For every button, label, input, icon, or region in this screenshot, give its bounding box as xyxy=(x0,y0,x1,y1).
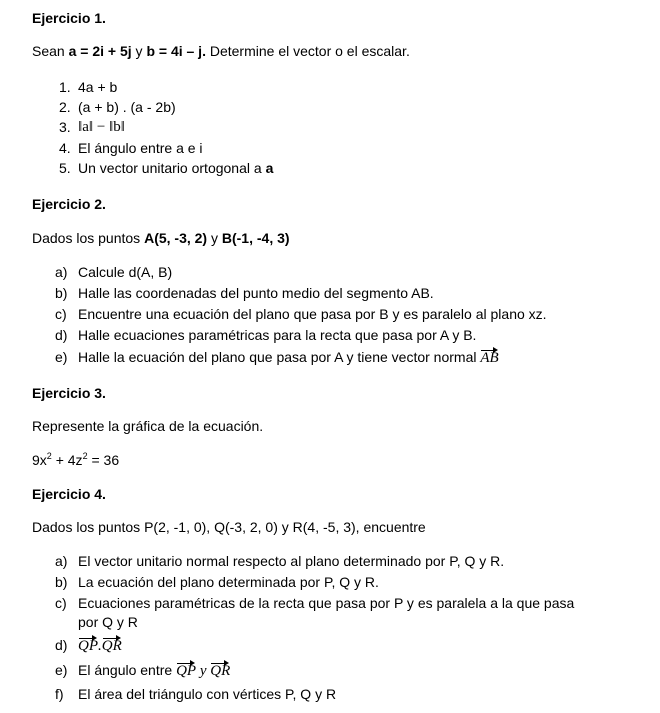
list-item xyxy=(55,284,434,302)
item-number: 1. xyxy=(59,79,71,95)
item-text xyxy=(78,159,273,177)
point-b: B(-1, -4, 3) xyxy=(221,230,290,246)
item-text-part: Un vector unitario ortogonal a xyxy=(78,160,266,176)
item-letter: b) xyxy=(55,574,68,590)
dot-operator: . xyxy=(98,638,102,654)
item-text: 4a + b xyxy=(78,79,118,95)
item-number: 3. xyxy=(59,119,71,135)
vector-qp: QP xyxy=(78,638,98,654)
list-item xyxy=(55,636,122,654)
list-item xyxy=(59,98,176,116)
equation-term: 9x xyxy=(32,452,47,468)
item-letter: c) xyxy=(55,595,67,611)
exercise-3-title: Ejercicio 3. xyxy=(32,385,106,401)
exercise-4-intro: Dados los puntos P(2, -1, 0), Q(-3, 2, 0) y R(4, -5, 3), encuentre xyxy=(32,519,426,535)
ellipse-equation xyxy=(32,451,119,469)
item-text: El área del triángulo con vértices P, Q y R xyxy=(78,686,337,702)
item-number: 4. xyxy=(59,140,71,156)
item-letter: c) xyxy=(55,306,67,322)
item-text-continuation: por Q y R xyxy=(78,614,138,630)
vector-b-definition: b = 4i – j. xyxy=(146,43,206,59)
item-text: Encuentre una ecuación del plano que pasa por B y es paralelo al plano xz. xyxy=(78,306,547,322)
item-letter: d) xyxy=(55,637,68,653)
vector-qp: QP xyxy=(176,663,197,679)
item-letter: e) xyxy=(55,349,68,365)
vector-ab: AB xyxy=(480,350,499,366)
exponent: 2 xyxy=(46,451,52,461)
conjunction: y xyxy=(196,663,211,679)
list-item xyxy=(59,139,203,157)
exercise-2-title: Ejercicio 2. xyxy=(32,196,106,212)
list-item xyxy=(55,661,231,679)
exponent: 2 xyxy=(82,451,88,461)
item-number: 2. xyxy=(59,99,71,115)
list-item xyxy=(59,118,125,136)
intro-text: y xyxy=(131,43,147,59)
list-item xyxy=(55,348,499,366)
intro-text: Sean xyxy=(32,43,69,59)
exercise-3-intro: Represente la gráfica de la ecuación. xyxy=(32,418,264,434)
item-text xyxy=(78,661,230,680)
exercise-1-title: Ejercicio 1. xyxy=(32,10,106,26)
equation-term: + 4z xyxy=(51,452,83,468)
list-item xyxy=(55,573,379,591)
item-letter: a) xyxy=(55,553,68,569)
list-item xyxy=(55,594,575,612)
item-text: Ecuaciones paramétricas de la recta que pasa por P y es paralela a la que pasa xyxy=(78,595,575,611)
dot-product-expression xyxy=(78,636,122,655)
item-text: Calcule d(A, B) xyxy=(78,264,173,280)
vector-a-bold: a xyxy=(265,160,274,176)
list-item xyxy=(55,552,505,570)
norm-expression: ‖a‖ − ‖b‖ xyxy=(78,119,125,135)
equation-term: = 36 xyxy=(87,452,120,468)
item-text: Halle ecuaciones paramétricas para la recta que pasa por A y B. xyxy=(78,327,477,343)
item-number: 5. xyxy=(59,160,71,176)
item-text: (a + b) . (a - 2b) xyxy=(78,99,176,115)
item-letter: d) xyxy=(55,327,68,343)
item-text-part: Halle la ecuación del plano que pasa por A y tiene vector normal xyxy=(78,349,481,365)
list-item xyxy=(55,263,173,281)
list-item xyxy=(55,326,477,344)
item-letter: a) xyxy=(55,264,68,280)
item-text-part: El ángulo entre xyxy=(78,662,177,678)
vector-qr: QR xyxy=(101,638,122,654)
list-item xyxy=(55,685,337,703)
intro-text: Dados los puntos xyxy=(32,230,145,246)
item-text: El vector unitario normal respecto al plano determinado por P, Q y R. xyxy=(78,553,505,569)
item-text: Halle las coordenadas del punto medio del segmento AB. xyxy=(78,285,434,301)
vector-qr: QR xyxy=(210,663,231,679)
list-item xyxy=(59,159,274,177)
item-text: El ángulo entre a e i xyxy=(78,140,203,156)
item-text xyxy=(78,348,499,367)
item-text: La ecuación del plano determinada por P, Q y R. xyxy=(78,574,379,590)
vector-a-definition: a = 2i + 5j xyxy=(68,43,132,59)
list-item xyxy=(59,78,118,96)
intro-text: Determine el vector o el escalar. xyxy=(205,43,410,59)
exercise-2-intro xyxy=(32,229,290,247)
item-letter: e) xyxy=(55,662,68,678)
point-a: A(5, -3, 2) xyxy=(144,230,208,246)
item-letter: b) xyxy=(55,285,68,301)
list-item xyxy=(55,305,547,323)
exercise-4-title: Ejercicio 4. xyxy=(32,486,106,502)
item-letter: f) xyxy=(55,686,64,702)
intro-text: y xyxy=(207,230,222,246)
exercise-1-intro xyxy=(32,42,410,60)
